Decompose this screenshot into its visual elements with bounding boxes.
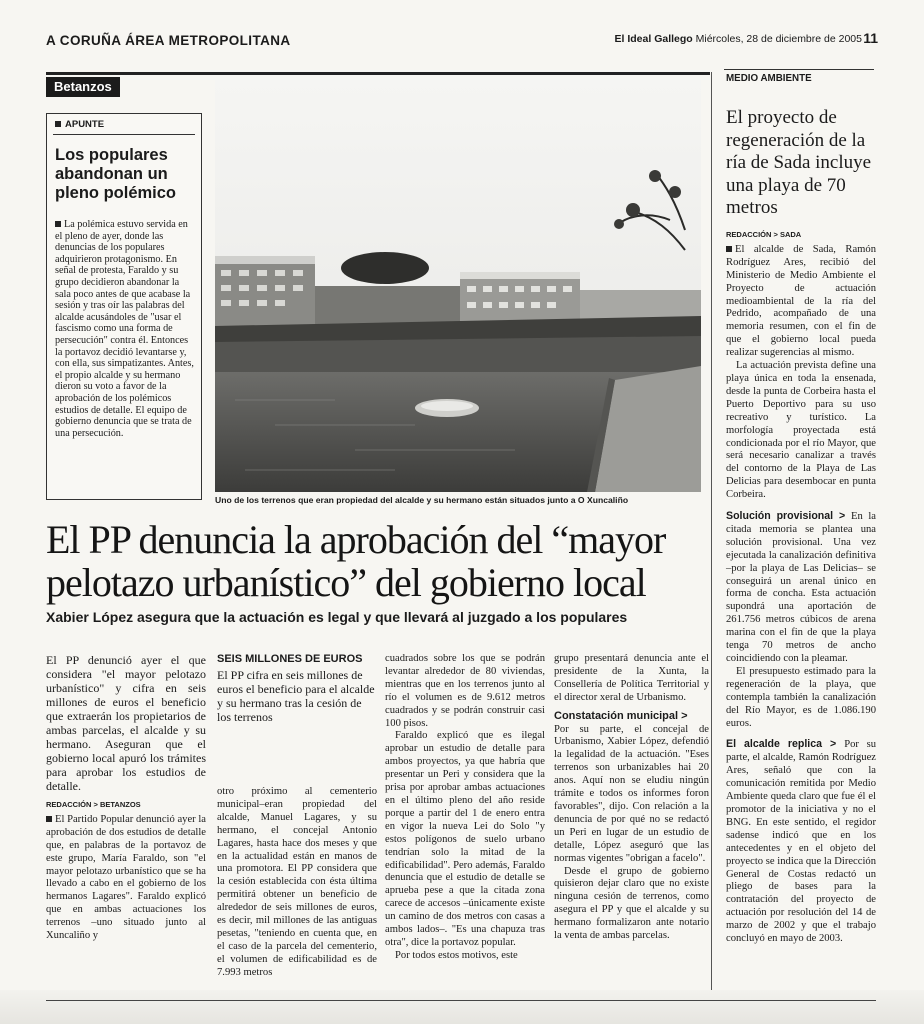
subheadline: Xabier López asegura que la actuación es legal y que llevará al juzgado a los populares	[46, 609, 628, 625]
sidebar-section-label: MEDIO AMBIENTE	[726, 73, 812, 84]
article-body-3a: cuadrados sobre los que se podrán levantar alrededor de 80 viviendas, mientras que en los terrenos junto al río el volumen es de 9.612 metros cuadrados y se podrán construir casi 100 pisos.	[385, 653, 545, 729]
sidebar-body-1	[726, 244, 876, 360]
sidebar-top-rule	[724, 69, 874, 70]
publication-name: El Ideal Gallego	[614, 33, 693, 45]
article-body-4c: Desde el grupo de gobierno quisieron dejar claro que no existe ninguna cesión de terrenos, como asegura el PP y que el alcalde y su hermano formalizaron ante notario la venta de ambas parcelas.	[554, 865, 709, 942]
highlight-box	[217, 653, 377, 724]
sidebar-byline: REDACCIÓN > SADA	[726, 230, 802, 239]
bottom-rule	[46, 1000, 876, 1001]
sidebar-divider	[711, 72, 712, 990]
sidebar-body-4: El presupuesto estimado para la regeneración de la playa, que contempla también la canalización del Río Mayor, es de 1.086.190 euros.	[726, 665, 876, 729]
article-byline: REDACCIÓN > BETANZOS	[46, 800, 141, 809]
article-body-3b: Faraldo explicó que es ilegal aprobar un estudio de detalle para ambos proyectos, ya que habría que presentar un Peri y considera que la prisa por aprobar ambas actuaciones en el último pleno del año reside porque a partir del 1 de enero entra en vigor la nueva Lei do Solo "y estos polígonos de suelo urbano tendrían solo la mitad de la edificabilidad". Pero además, Faraldo denuncia que el estudio de detalle se aprueba pese a que la citada zona carece de accesos –únicamente existe un camino de dos metros con casas a ambos lados–. "Es una chapuza tras otra", dice la portavoz popular.	[385, 730, 545, 948]
apunte-box	[46, 113, 202, 500]
article-body-1	[46, 814, 206, 943]
apunte-body	[55, 219, 197, 439]
article-subhead-text: Constatación municipal	[554, 709, 679, 722]
header-rule	[46, 72, 710, 75]
article-column-4	[554, 653, 709, 943]
article-subhead: Constatación municipal >	[554, 709, 688, 722]
photo-caption: Uno de los terrenos que eran propiedad del alcalde y su hermano están situados junto a O Xuncaliño	[215, 495, 629, 505]
sidebar-body-3-text: En la citada memoria se plantea una solución provisional. Una vez ejecutada la canalización definitiva –por la playa de Las Delicias– se conseguirá un arenal único en forma de concha. Esta actuación supondrá una aportación de 261.756 metros cúbicos de arena marina con el fin de que la playa tenga 70 metros de ancho coincidiendo con la pleamar.	[726, 511, 877, 664]
photo-illustration	[215, 80, 701, 492]
section-heading: A CORUÑA ÁREA METROPOLITANA	[46, 33, 291, 48]
sidebar-body-1-text: El alcalde de Sada, Ramón Rodríguez Ares, recibió del Ministerio de Medio Ambiente el Proyecto de actuación medioambiental de la ría del Pedrido, acompañado de una memoria resumen, con el fin de que el gobierno local pueda realizar sugerencias al mismo.	[726, 243, 876, 359]
sidebar-title: El proyecto de regeneración de la ría de Sada incluye una playa de 70 metros	[726, 107, 872, 218]
sidebar-body-5-text: Por su parte, el alcalde, Ramón Rodríguez Ares, señaló que con la comunicación remitida por Medio Ambiente queda claro que fue él el promotor de la iniciativa y no el BNG. En este sentido, el regidor sadense indicó que en los antecedentes y en el objeto del proyecto se indica que la Dirección General de Costas redactó un pliego de bases para la contratación del proyecto de actuación por resolución del 14 de marzo de 2002 y que el trabajo concluyó en mayo de 2003.	[726, 739, 877, 945]
apunte-title: Los populares abandonan un pleno polémico	[55, 146, 177, 202]
sidebar-article	[726, 229, 876, 946]
highlight-text: El PP cifra en seis millones de euros el beneficio para el alcalde y su hermano tras la cesión de los terrenos	[217, 667, 375, 724]
sidebar-subhead-2: El alcalde replica	[726, 738, 823, 751]
page-number: 11	[863, 30, 878, 46]
article-body-2: otro próximo al cementerio municipal–eran propiedad del alcalde, Manuel Lagares, y su hermano, el concejal Antonio Lagares, hasta hace dos meses y que en la actualidad están en manos de una promotora. El PP considera que la cesión establecida con ésta última permitirá obtener un beneficio de alrededor de seis millones de euros, es decir, mil millones de las antiguas pesetas, "teniendo en cuenta que, en el caso de la parcela del cementerio, el volumen de edificabilidad es de 7.993 metros	[217, 786, 377, 978]
apunte-text: La polémica estuvo servida en el pleno de ayer, donde las denuncias de los populares adquirieron protagonismo. En señal de protesta, Faraldo y su grupo decidieron abandonar la sala poco antes de que acabase la sesión y tras oír las palabras del alcalde acusándoles de "usar el fascismo como una forma de persecución" contra él. Entonces la portavoz decidió levantarse y, con ella, sus simpatizantes. Antes, el propio alcalde y su hermano dieron su voto a favor de la aprobación de los polémicos estudios de detalle. El equipo de gobierno denuncia que se trata de una persecución.	[55, 219, 194, 439]
sidebar-body-2: La actuación prevista define una playa única en toda la ensenada, desde la punta de Corbeira hasta el Puerto Deportivo para su uso recreativo y turístico. La morfología proyectada está condicionada por el río Mayor, que será necesario canalizar a través del contorno de la Playa de Las Delicias para desembocar en punta Corbeira.	[726, 360, 876, 501]
sidebar-subhead-1: Solución provisional	[726, 510, 834, 523]
article-column-3	[385, 653, 545, 963]
article-column-2	[217, 786, 377, 980]
article-body-4b: Por su parte, el concejal de Urbanismo, Xabier López, defendió la legalidad de la actuación. "Eses terrenos son urbanizables hai 20 anos. Aquí non se eludiu ningún trámite e todos os informes foron favorables", dijo. Con relación a la denuncia de por qué no se redactó un Peri en lugar de un estudio de detalle, López aseguró que las normas vigentes "obrigan a facelo".	[554, 723, 709, 864]
sidebar-body-3: Solución provisional > En la citada memoria se plantea una solución provisional. Una vez ejecutada la canalización definitiva –por la playa de Las Delicias– se conseguirá un arenal único en forma de concha. Esta actuación supondrá una aportación de 261.756 metros cúbicos de arena marina con el fin de que la playa tenga 70 metros de ancho coincidiendo con la pleamar.	[726, 510, 877, 664]
article-body-4a: grupo presentará denuncia ante el presidente de la Xunta, la Consellería de Política Territorial y el director xeral de Urbanismo.	[554, 653, 709, 703]
article-body-1-text: El Partido Popular denunció ayer la aprobación de dos estudios de detalle que, en palabras de la portavoz de este grupo, María Faraldo, son "el mayor pelotazo urbanístico que se ha llevado a cabo en el gobierno de los hermanos Lagares". Faraldo explicó que en ambas actuaciones los terrenos –uno situado junto al Xuncaliño y	[46, 813, 206, 942]
page-bottom-edge	[0, 990, 924, 1024]
main-headline: El PP denuncia la aprobación del “mayor pelotazo urbanístico” del gobierno local	[46, 517, 666, 605]
article-column-1	[46, 653, 206, 943]
location-tag: Betanzos	[46, 77, 120, 97]
publication-date: Miércoles, 28 de diciembre de 2005	[695, 33, 862, 45]
sidebar-body-5: El alcalde replica > Por su parte, el alcalde, Ramón Rodríguez Ares, señaló que con la comunicación remitida por Medio Ambiente queda claro que fue él el promotor de la iniciativa y no el BNG. En este sentido, el regidor sadense indicó que en los antecedentes y en el objeto del proyecto se indica que la Dirección General de Costas redactó un pliego de bases para la contratación del proyecto de actuación por resolución del 14 de marzo de 2002 y que el trabajo concluyó en mayo de 2003.	[726, 738, 877, 945]
highlight-heading: SEIS MILLONES DE EUROS	[217, 653, 363, 665]
news-photo	[215, 80, 701, 492]
apunte-label: APUNTE	[55, 119, 104, 130]
publication-line	[615, 33, 862, 45]
article-lead: El PP denunció ayer el que considera "el mayor pelotazo urbanístico" y cifra en seis millones de euros el beneficio que extraerán los propietarios de ambas parcelas, el alcalde y su hermano. Aseguran que el gobierno local apuró los trámites para aprobar los estudios de detalle.	[46, 653, 206, 793]
article-body-3c: Por todos estos motivos, este	[395, 949, 518, 961]
apunte-rule	[53, 134, 195, 135]
